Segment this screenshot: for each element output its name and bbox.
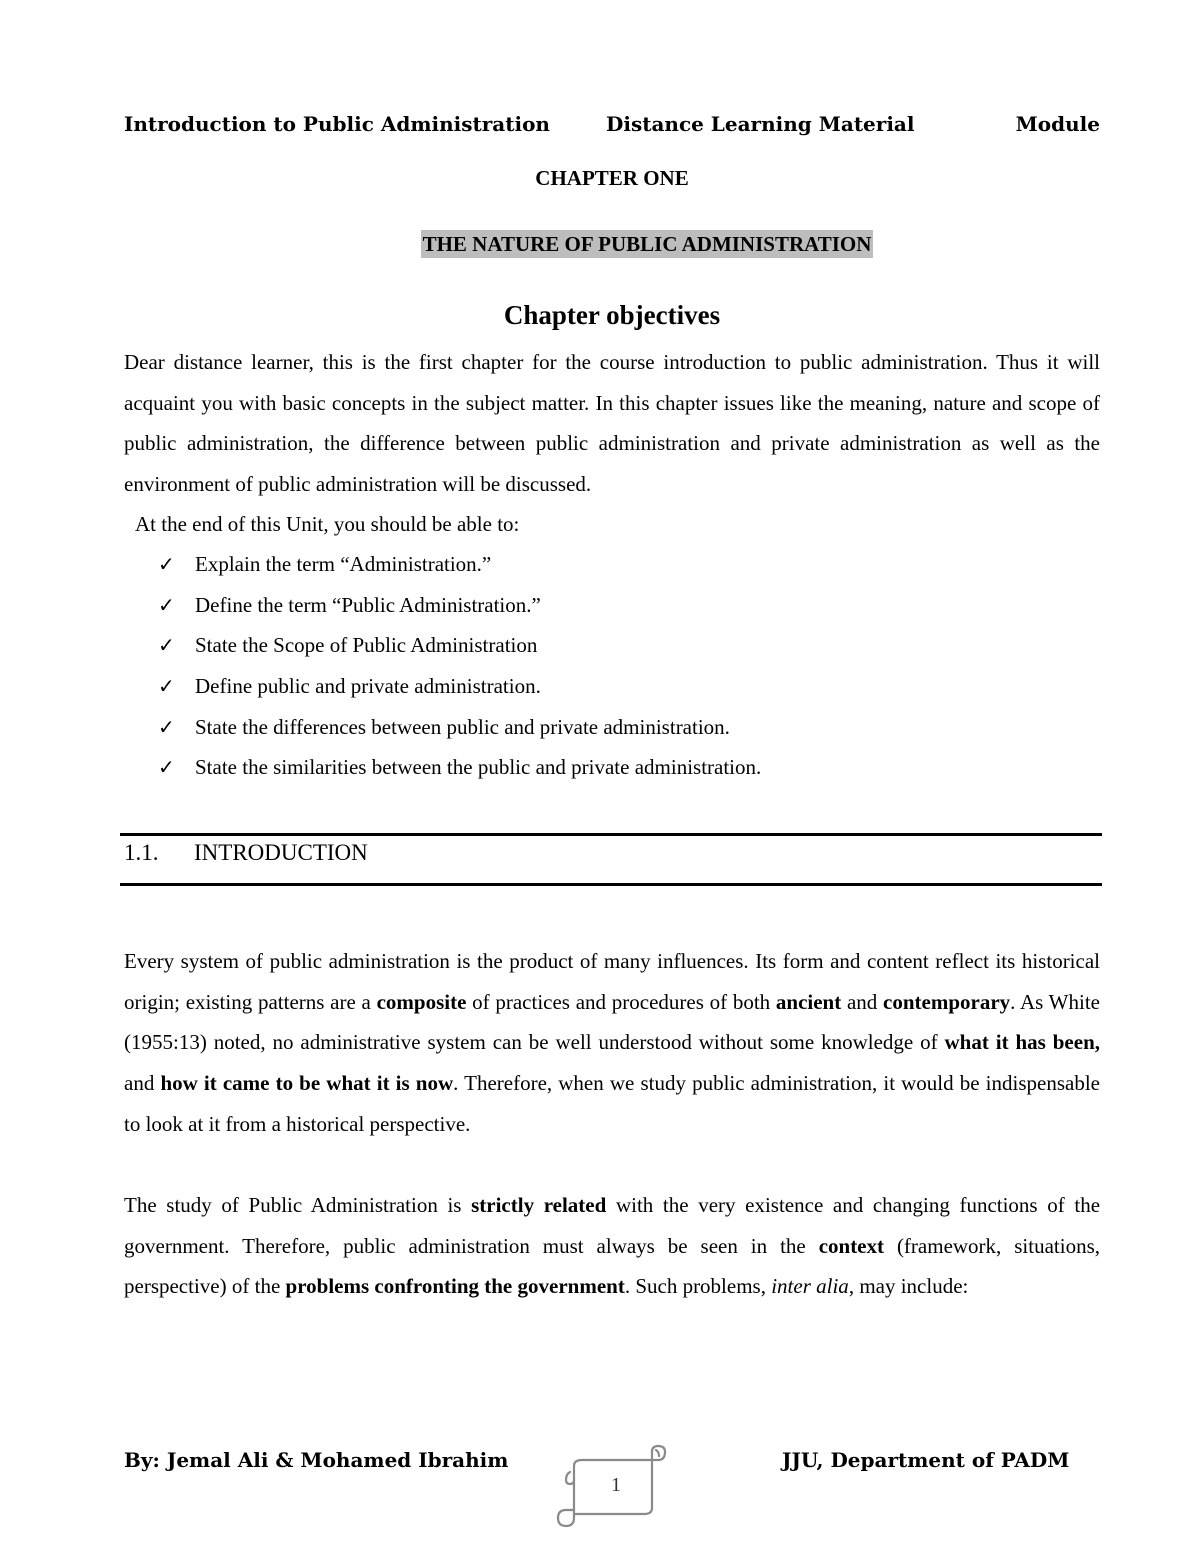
objectives-heading: Chapter objectives <box>503 300 721 330</box>
page-number: 1 <box>611 1474 621 1496</box>
chapter-title: THE NATURE OF PUBLIC ADMINISTRATION <box>422 232 872 256</box>
header-module-label: Module <box>1015 112 1100 136</box>
emphasis-text: strictly related <box>471 1193 607 1217</box>
footer-department: JJU, Department of PADM <box>782 1448 1070 1472</box>
emphasis-text: context <box>818 1233 884 1258</box>
objective-text: State the differences between public and private administration. <box>195 714 730 739</box>
section-rule-top <box>120 833 1102 836</box>
objectives-list <box>158 544 761 788</box>
list-item <box>158 747 761 788</box>
objectives-lead: At the end of this Unit, you should be able to: <box>135 512 520 536</box>
footer-authors: By: Jemal Ali & Mohamed Ibrahim <box>124 1448 509 1472</box>
checkmark-icon: ✓ <box>158 635 175 658</box>
objective-text: State the similarities between the public and private administration. <box>195 755 762 780</box>
context-paragraph: The study of Public Administration is strictly related with the very existence and changing functions of the government. Therefore, public administration must always be seen in the context (framework, situations, perspective) of the problems confronting the government. Such problems, inter alia, may include: <box>124 1193 1101 1299</box>
list-item <box>158 585 761 626</box>
emphasis-text: how it came to be what it is now <box>160 1071 454 1096</box>
emphasis-text: contemporary <box>883 989 1011 1014</box>
section-title: INTRODUCTION <box>194 840 368 865</box>
history-paragraph: Every system of public administration is the product of many influences. Its form and content reflect its historical origin; existing patterns are a composite of practices and procedures of both ancient and contemporary. As White (1955:13) noted, no administrative system can be well understood without some knowledge of what it has been, and how it came to be what it is now. Therefore, when we study public administration, it would be indispensable to look at it from a historical perspective. <box>124 949 1100 1136</box>
page-header <box>124 112 1100 140</box>
list-item <box>158 544 761 585</box>
objective-text: Define the term “Public Administration.” <box>195 592 541 617</box>
header-material-type: Distance Learning Material <box>606 112 915 136</box>
checkmark-icon: ✓ <box>158 716 175 739</box>
objective-text: State the Scope of Public Administration <box>195 633 538 658</box>
checkmark-icon: ✓ <box>158 676 175 699</box>
chapter-title-wrapper <box>0 232 1200 257</box>
checkmark-icon: ✓ <box>158 594 175 617</box>
emphasis-text: ancient <box>775 989 842 1014</box>
section-heading <box>124 840 368 866</box>
objective-text: Define public and private administration. <box>195 674 541 699</box>
italic-text: inter alia <box>771 1274 849 1299</box>
emphasis-text: problems confronting the government <box>285 1274 625 1299</box>
section-rule-bottom <box>120 883 1102 886</box>
emphasis-text: what it has been, <box>944 1030 1100 1055</box>
list-item <box>158 625 761 666</box>
checkmark-icon: ✓ <box>158 554 175 576</box>
list-item <box>158 707 761 748</box>
header-course-title: Introduction to Public Administration <box>124 112 550 136</box>
objective-text: Explain the term “Administration.” <box>195 552 492 576</box>
section-number: 1.1. <box>124 840 159 865</box>
checkmark-icon: ✓ <box>158 757 175 780</box>
emphasis-text: composite <box>376 989 467 1014</box>
intro-paragraph: Dear distance learner, this is the first chapter for the course introduction to public administration. Thus it will acquaint you with basic concepts in the subject matter. In this chapter issues like the meaning, nature and scope of public administration, the difference between public administration and private administration as well as the environment of public administration will be discussed. <box>124 350 1100 497</box>
chapter-label: CHAPTER ONE <box>535 166 689 190</box>
list-item <box>158 666 761 707</box>
